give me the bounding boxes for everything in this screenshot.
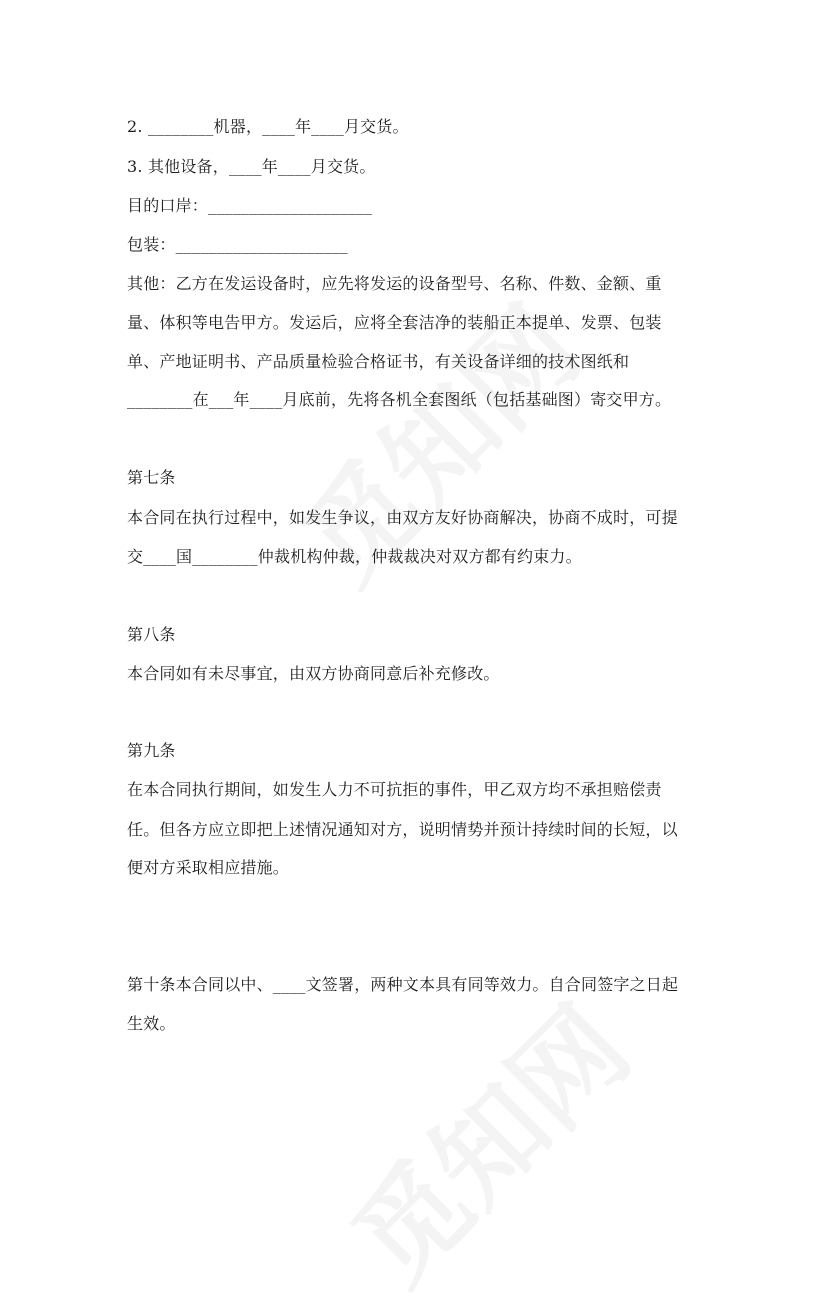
- other-clause-line-1: 其他：乙方在发运设备时，应先将发运的设备型号、名称、件数、金额、重: [127, 274, 662, 293]
- article-10-line-2: 生效。: [127, 1014, 176, 1033]
- article-8-heading: 第八条: [127, 625, 176, 644]
- delivery-item-3: 3. 其他设备，____年____月交货。: [127, 157, 376, 176]
- delivery-item-2: 2. ________机器，____年____月交货。: [127, 117, 409, 136]
- other-clause-line-3: 单、产地证明书、产品质量检验合格证书，有关设备详细的技术图纸和: [127, 352, 630, 371]
- article-10-line-1: 第十条本合同以中、____文签署，两种文本具有同等效力。自合同签字之日起: [127, 975, 679, 994]
- article-7-heading: 第七条: [127, 468, 176, 487]
- other-clause-line-2: 量、体积等电告甲方。发运后，应将全套洁净的装船正本提单、发票、包装: [127, 313, 662, 332]
- packaging: 包装：_____________________: [127, 235, 348, 254]
- watermark: [312, 966, 657, 1311]
- article-9-line-1: 在本合同执行期间，如发生人力不可抗拒的事件，甲乙双方均不承担赔偿责: [127, 780, 662, 799]
- other-clause-line-4: ________在___年____月底前，先将各机全套图纸（包括基础图）寄交甲方。: [127, 390, 672, 409]
- article-7-line-1: 本合同在执行过程中，如发生争议，由双方友好协商解决，协商不成时，可提: [127, 508, 678, 527]
- article-9-heading: 第九条: [127, 741, 176, 760]
- destination-port: 目的口岸：____________________: [127, 196, 373, 215]
- article-7-line-2: 交____国________仲裁机构仲裁，仲裁裁决对双方都有约束力。: [127, 547, 582, 566]
- article-8-text: 本合同如有未尽事宜，由双方协商同意后补充修改。: [127, 664, 500, 683]
- article-9-line-3: 便对方采取相应措施。: [127, 858, 290, 877]
- article-9-line-2: 任。但各方应立即把上述情况通知对方，说明情势并预计持续时间的长短，以: [127, 820, 678, 839]
